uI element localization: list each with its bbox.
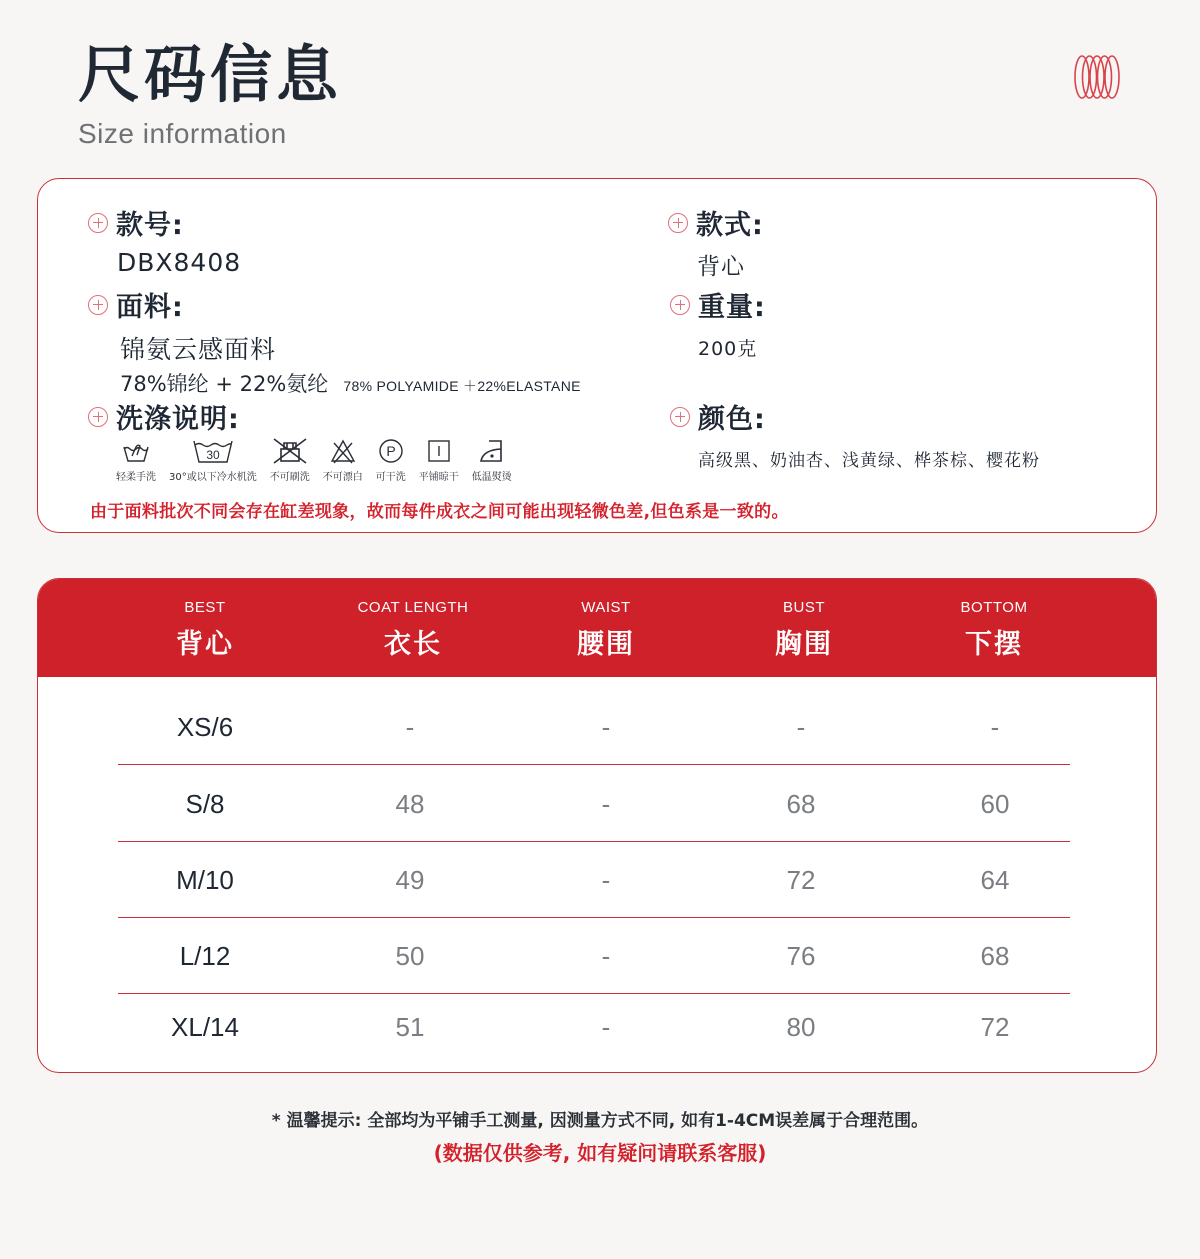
weight-value: 200克	[698, 338, 758, 360]
style-field	[668, 203, 764, 281]
care-label: 30°或以下冷水机洗	[169, 472, 257, 483]
care-item	[376, 437, 406, 483]
care-label: 轻柔手洗	[116, 472, 156, 483]
size-cell: XS/6	[176, 711, 234, 742]
bust-cell: -	[796, 711, 806, 742]
care-symbols	[116, 437, 525, 483]
plus-circle-icon	[88, 295, 108, 315]
plus-circle-icon	[88, 407, 108, 427]
composition-cn: 78%锦纶 + 22%氨纶	[120, 372, 329, 396]
field-label: 重量:	[698, 292, 766, 323]
waist-cell: -	[601, 940, 611, 971]
composition-en: 78% POLYAMIDE ＋22%ELASTANE	[343, 378, 581, 394]
machine-wash-30-icon	[191, 437, 235, 465]
field-label: 款号:	[116, 210, 184, 241]
care-item	[169, 437, 257, 483]
field-label: 颜色:	[698, 404, 766, 435]
table-row	[118, 989, 1070, 1065]
care-item	[270, 437, 310, 483]
column-header-waist: WAIST 腰围	[577, 599, 635, 660]
table-row	[118, 689, 1070, 765]
column-header-best: BEST 背心	[176, 599, 234, 660]
column-header-bottom: BOTTOM 下摆	[960, 599, 1028, 660]
column-header-bust: BUST 胸围	[775, 599, 833, 660]
reference-disclaimer: (数据仅供参考, 如有疑问请联系客服)	[433, 1141, 767, 1165]
fabric-value: 锦氨云感面料	[120, 335, 277, 364]
size-cell: S/8	[185, 788, 225, 819]
color-field	[670, 397, 1040, 471]
bottom-cell: -	[990, 711, 1000, 742]
table-header	[38, 579, 1156, 677]
svg-text:30: 30	[206, 448, 220, 462]
product-info-card	[37, 178, 1157, 533]
care-field	[88, 397, 240, 436]
bust-cell: 80	[786, 1011, 816, 1042]
care-label: 不可刷洗	[269, 472, 310, 483]
bust-cell: 72	[786, 864, 816, 895]
color-value: 高级黑、奶油杏、浅黄绿、桦茶棕、樱花粉	[698, 451, 1040, 471]
hand-wash-icon	[121, 437, 151, 465]
dry-clean-p-icon	[377, 437, 405, 465]
coat-length-cell: 49	[395, 864, 425, 895]
no-brush-icon	[272, 437, 308, 465]
fabric-field	[88, 285, 581, 398]
bottom-cell: 64	[980, 864, 1010, 895]
waist-cell: -	[601, 788, 611, 819]
size-cell: M/10	[176, 864, 234, 895]
iron-low-icon	[477, 437, 507, 465]
waist-cell: -	[601, 864, 611, 895]
care-label: 低温熨烫	[471, 472, 512, 483]
page-title: 尺码信息	[78, 38, 343, 111]
bust-cell: 68	[786, 788, 816, 819]
rings-icon	[1072, 54, 1122, 100]
care-item	[472, 437, 512, 483]
coat-length-cell: 50	[395, 940, 425, 971]
waist-cell: -	[601, 1011, 611, 1042]
plus-circle-icon	[88, 213, 108, 233]
coat-length-cell: -	[405, 711, 415, 742]
column-header-coat-length: COAT LENGTH 衣长	[357, 599, 469, 660]
bottom-cell: 68	[980, 940, 1010, 971]
style-number-value: DBX8408	[117, 248, 242, 277]
care-item	[323, 437, 363, 483]
plus-circle-icon	[670, 407, 690, 427]
field-label: 面料:	[116, 292, 184, 323]
care-label: 平铺晾干	[418, 472, 459, 483]
care-label: 不可漂白	[322, 472, 363, 483]
table-row	[118, 766, 1070, 842]
bust-cell: 76	[786, 940, 816, 971]
coat-length-cell: 51	[395, 1011, 425, 1042]
size-table	[37, 578, 1157, 1073]
size-cell: XL/14	[171, 1011, 239, 1042]
page-subtitle: Size information	[78, 118, 287, 149]
table-row	[118, 918, 1070, 994]
color-variation-notice: 由于面料批次不同会存在缸差现象，故而每件成衣之间可能出现轻微色差,但色系是一致的。	[90, 502, 789, 522]
field-label: 洗涤说明:	[116, 404, 240, 435]
waist-cell: -	[601, 711, 611, 742]
measurement-tip: * 温馨提示: 全部均为平铺手工测量, 因测量方式不同, 如有1-4CM误差属于合理范围。	[271, 1111, 929, 1131]
care-item	[419, 437, 459, 483]
table-row	[118, 842, 1070, 918]
bottom-cell: 72	[980, 1011, 1010, 1042]
style-number-field	[88, 203, 241, 277]
weight-field	[670, 285, 766, 361]
plus-circle-icon	[668, 213, 688, 233]
fabric-composition	[120, 368, 581, 398]
plus-circle-icon	[670, 295, 690, 315]
style-value: 背心	[697, 254, 745, 280]
care-label: 可干洗	[375, 472, 406, 483]
care-item	[116, 437, 156, 483]
dry-flat-icon	[425, 437, 453, 465]
bottom-cell: 60	[980, 788, 1010, 819]
coat-length-cell: 48	[395, 788, 425, 819]
svg-text:P: P	[386, 443, 396, 459]
size-cell: L/12	[179, 940, 231, 971]
no-bleach-icon	[329, 437, 357, 465]
field-label: 款式:	[696, 210, 764, 241]
